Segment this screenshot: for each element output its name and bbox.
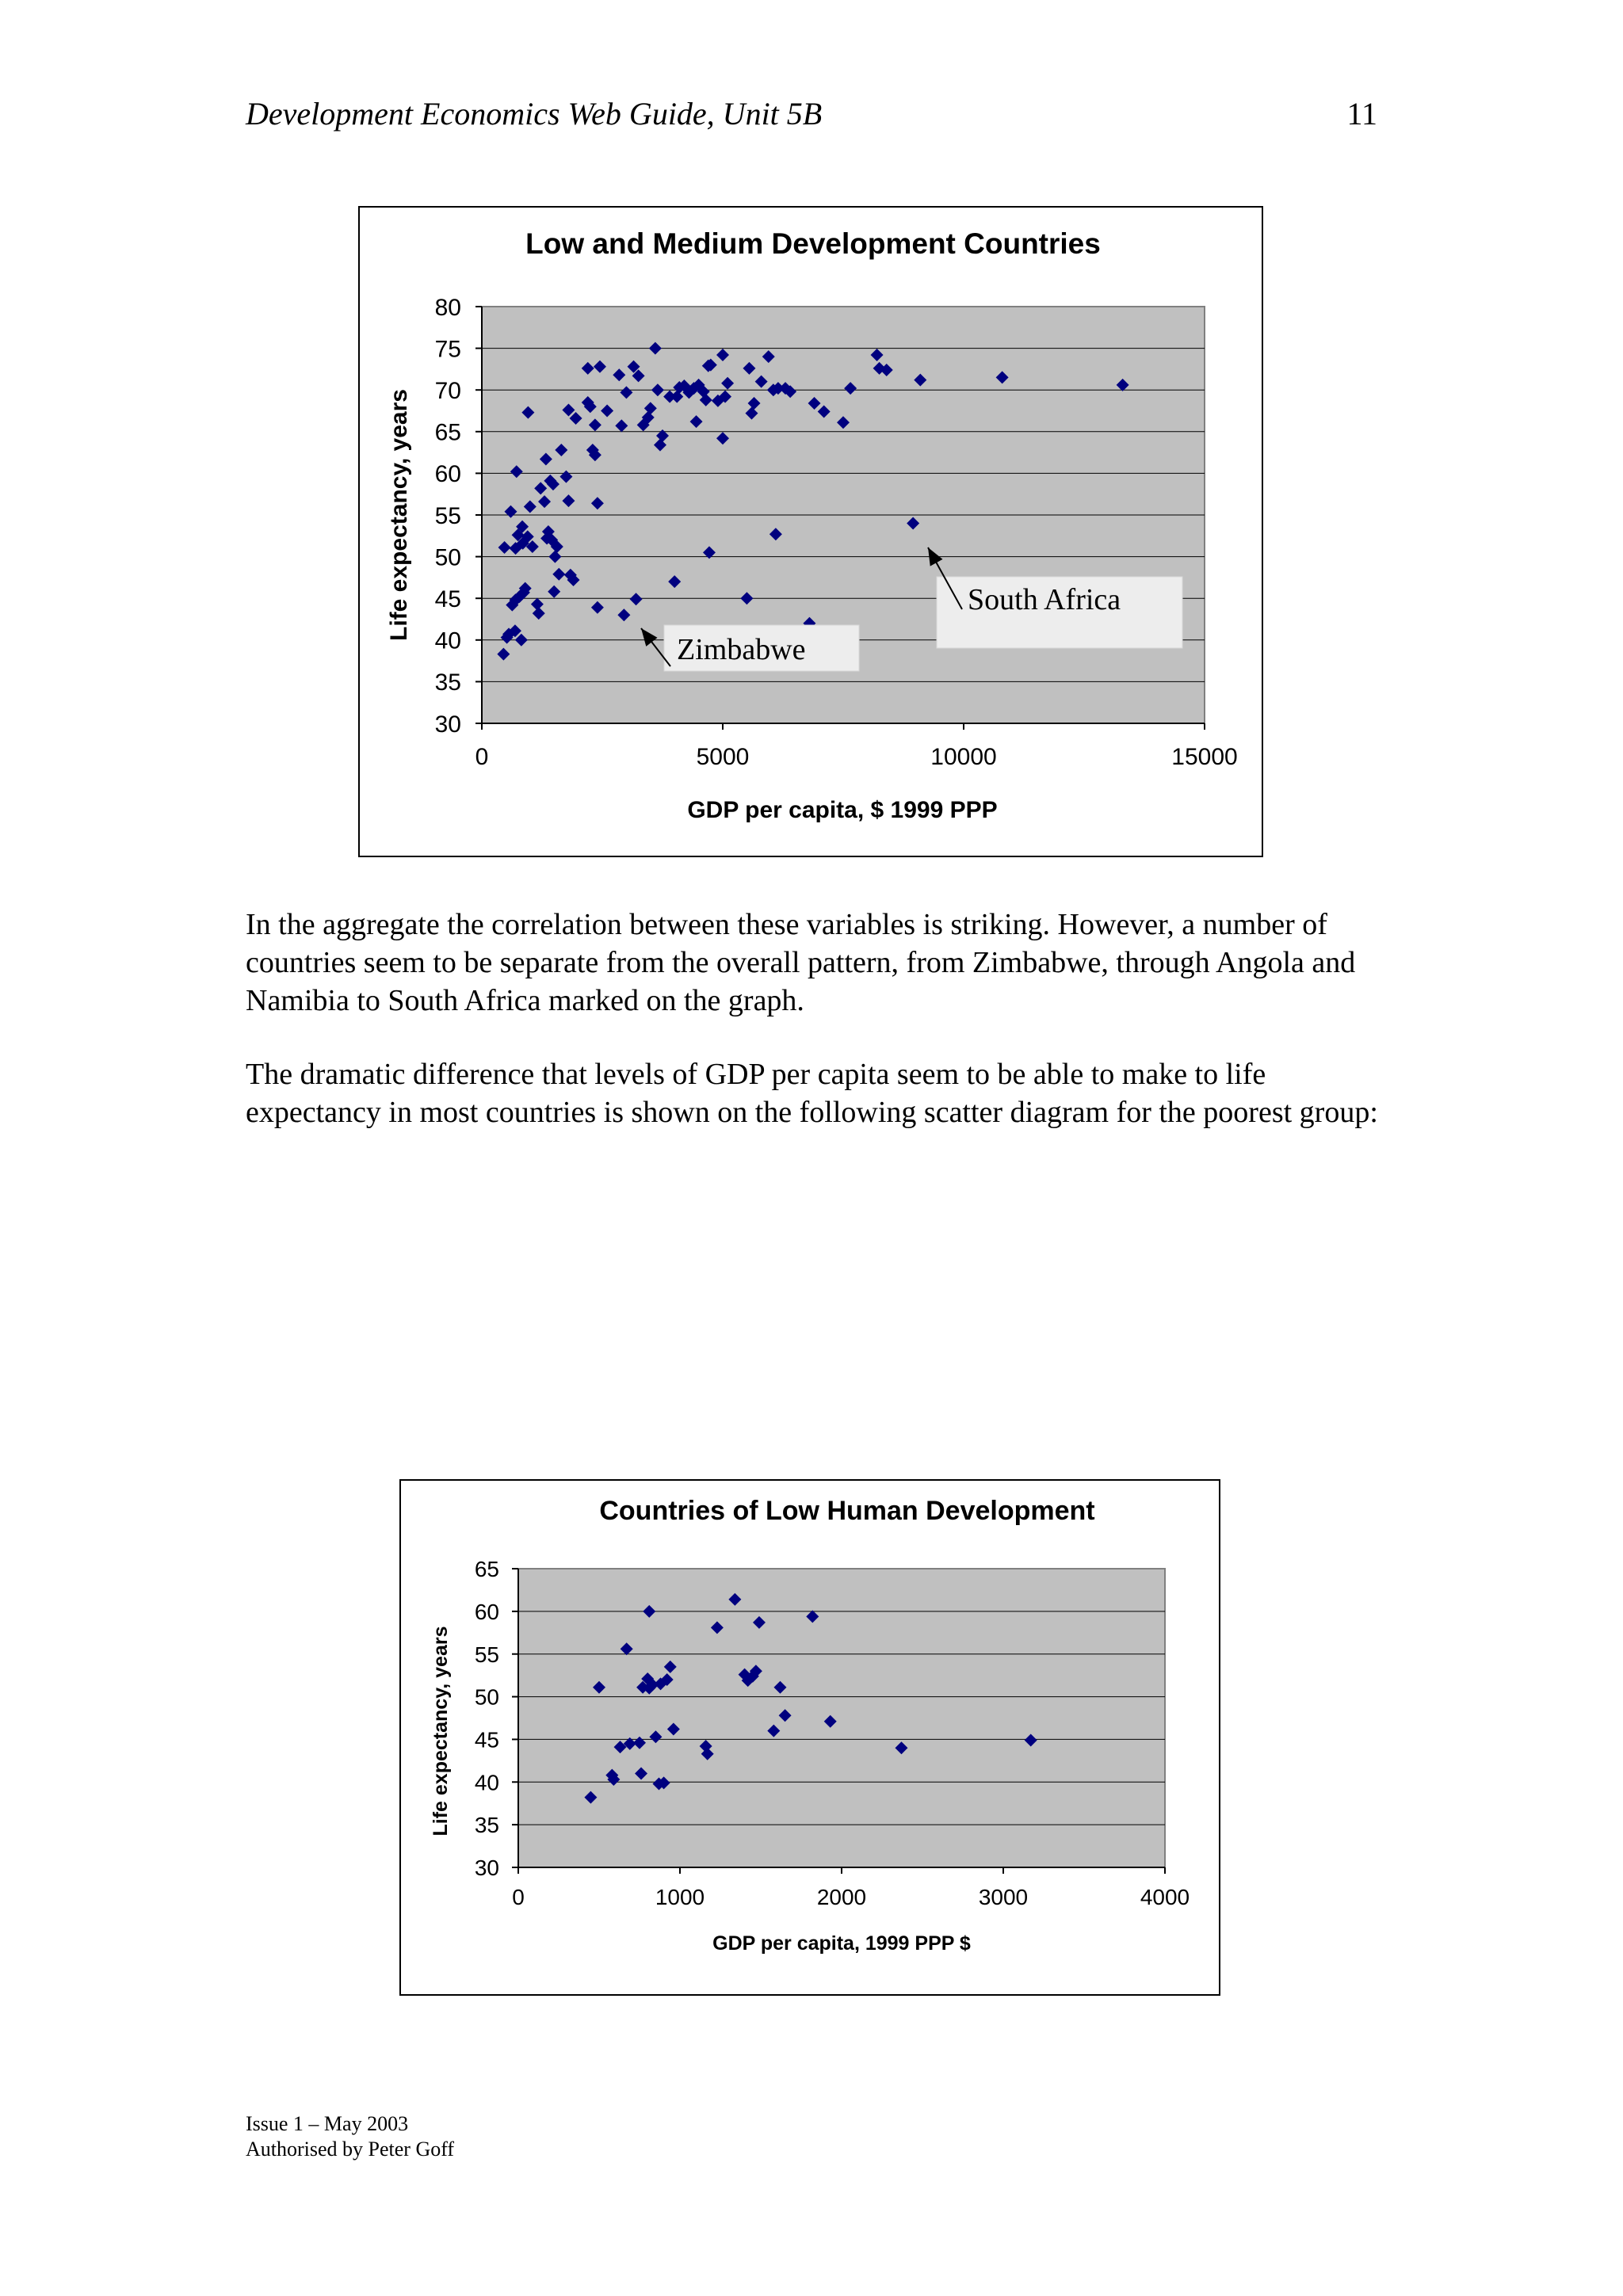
chart-low-human-development xyxy=(399,1479,1220,1996)
x-tick-label: 5000 xyxy=(696,744,750,770)
y-tick-label: 60 xyxy=(474,1599,499,1624)
y-tick-label: 65 xyxy=(474,1557,499,1582)
y-tick-label: 75 xyxy=(434,336,461,363)
y-tick-label: 70 xyxy=(434,378,461,404)
x-tick-label: 15000 xyxy=(1171,744,1238,770)
x-tick-label: 3000 xyxy=(978,1885,1029,1909)
y-tick-label: 55 xyxy=(434,502,461,529)
y-tick-label: 30 xyxy=(434,711,461,738)
y-axis-label: Life expectancy, years xyxy=(386,389,412,641)
footer-author: Authorised by Peter Goff xyxy=(246,2138,455,2161)
running-header-title: Development Economics Web Guide, Unit 5B xyxy=(246,96,823,132)
y-tick-label: 65 xyxy=(434,419,461,446)
y-tick-label: 35 xyxy=(474,1813,499,1838)
y-tick-label: 80 xyxy=(434,294,461,321)
chart-low-medium-development-svg xyxy=(360,208,1262,856)
x-tick-label: 1000 xyxy=(655,1885,705,1909)
x-tick-label: 2000 xyxy=(816,1885,867,1909)
paragraph-dramatic-difference: The dramatic difference that levels of GDP per capita seem to be able to make to life expectancy in most countries is shown on the following scatter diagram for the poorest group: xyxy=(246,1058,1378,1129)
paragraph-correlation: In the aggregate the correlation between these variables is striking. However, a number of countries seem to be separate from the overall pattern, from Zimbabwe, through Angola and Namibia to South Africa marked on the graph. xyxy=(246,908,1356,1017)
x-tick-label: 0 xyxy=(475,744,489,770)
y-tick-label: 40 xyxy=(434,627,461,654)
footer-issue: Issue 1 – May 2003 xyxy=(246,2112,409,2135)
y-tick-label: 45 xyxy=(434,586,461,612)
y-tick-label: 40 xyxy=(474,1770,499,1795)
x-tick-label: 0 xyxy=(512,1885,525,1909)
chart-title: Countries of Low Human Development xyxy=(599,1496,1095,1526)
y-tick-label: 45 xyxy=(474,1727,499,1753)
chart-low-medium-development xyxy=(358,206,1263,857)
annotation-label: Zimbabwe xyxy=(677,633,806,666)
y-tick-label: 35 xyxy=(434,669,461,696)
annotation-label: South Africa xyxy=(968,583,1121,616)
chart-title: Low and Medium Development Countries xyxy=(525,227,1101,260)
x-axis-label: GDP per capita, $ 1999 PPP xyxy=(687,797,998,823)
x-tick-label: 4000 xyxy=(1140,1885,1190,1909)
x-tick-label: 10000 xyxy=(930,744,997,770)
y-axis-label: Life expectancy, years xyxy=(430,1626,452,1836)
y-tick-label: 60 xyxy=(434,461,461,488)
y-tick-label: 50 xyxy=(474,1684,499,1710)
page-number: 11 xyxy=(1346,96,1377,132)
y-tick-label: 55 xyxy=(474,1642,499,1667)
chart-low-human-development-svg xyxy=(401,1481,1219,1994)
y-tick-label: 50 xyxy=(434,544,461,571)
plot-area xyxy=(518,1569,1165,1867)
x-axis-label: GDP per capita, 1999 PPP $ xyxy=(712,1932,971,1955)
y-tick-label: 30 xyxy=(474,1855,499,1881)
